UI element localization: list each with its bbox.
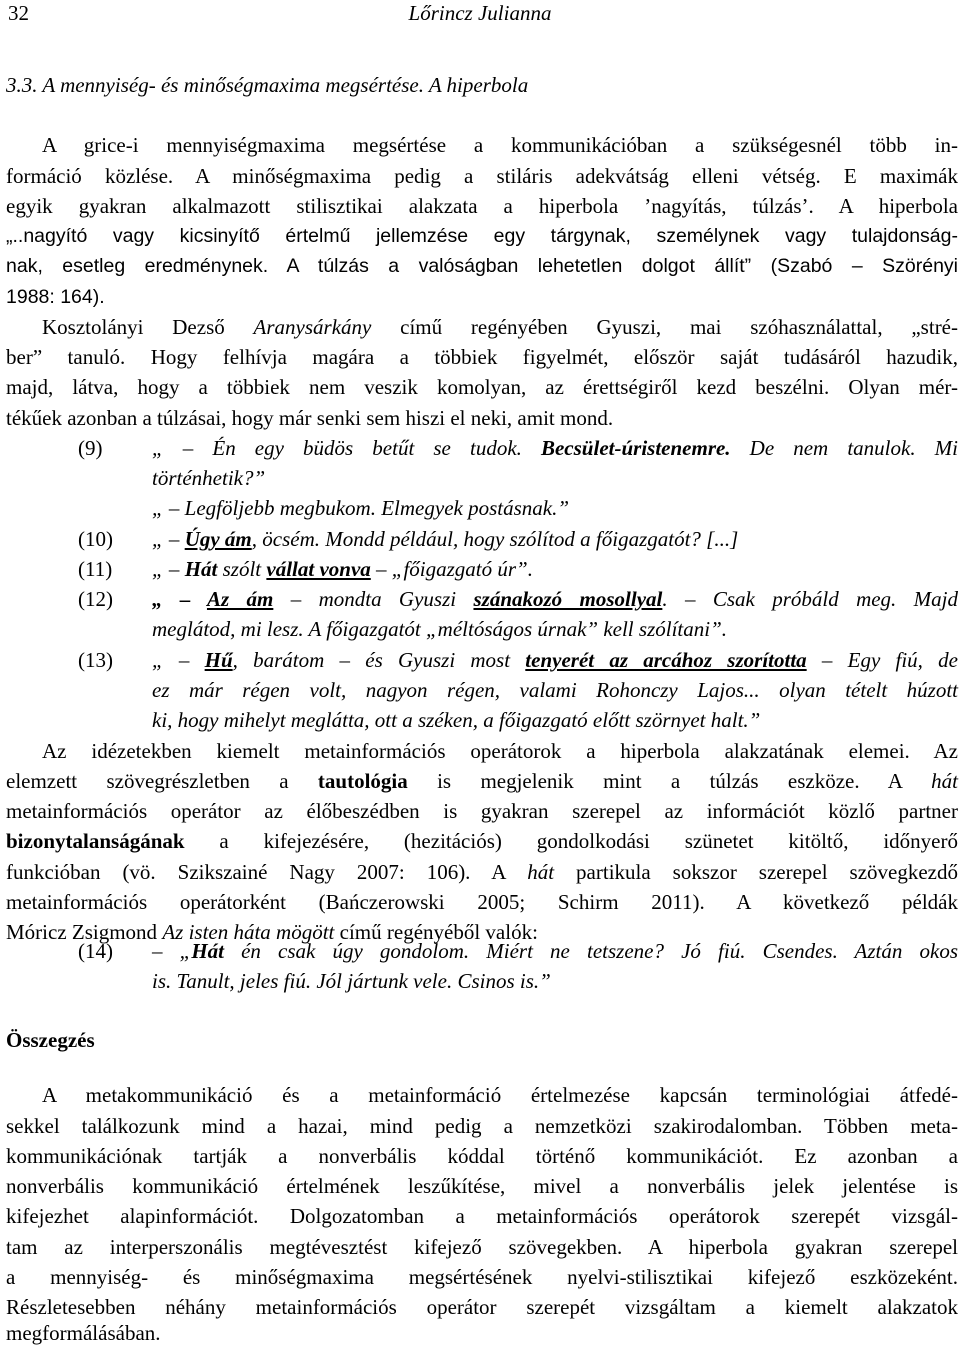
running-header [0, 0, 960, 30]
novel-title-aranysarkany: Aranysárkány [253, 315, 372, 339]
summary-line2: sekkel találkozunk mind a hazai, mind pedig a nemzetközi szakirodalomban. Többen meta- [6, 1114, 958, 1138]
para2-line1: Kosztolányi Dezső Aranysárkány című regényében Gyuszi, mai szóhasználattal, „stré- [42, 315, 958, 339]
example-14-number: (14) [78, 939, 113, 963]
example-13-number: (13) [78, 648, 113, 672]
para1-line3: egyik gyakran alkalmazott stilisztikai alakzata a hiperbola ’nagyítás, túlzás’. A hiperbola [6, 194, 958, 218]
example-14-line1: – „Hát én csak úgy gondolom. Miért ne tetszene? Jó fiú. Csendes. Aztán okos [152, 939, 959, 963]
summary-line7: a mennyiség- és minőségmaxima megsértésének nyelvi-stilisztikai kifejező eszközeként. [6, 1265, 958, 1289]
running-header-author: Lőrincz Julianna [408, 1, 552, 25]
summary-line4: nonverbális kommunikáció értelmének leszűkítése, mivel a nonverbális jelek jelentése is [6, 1174, 958, 1198]
example-10-line1: „ – Úgy ám, öcsém. Mondd például, hogy szólítod a főigazgatót? [...] [152, 527, 739, 551]
para1-line5-quote: nak, esetleg eredménynek. A túlzás a valóságban lehetetlen dolgot állít” (Szabó – Szörényi [6, 255, 958, 277]
example-9-line1: „ – Én egy büdös betűt se tudok. Becsület-úristenemre. De nem tanulok. Mi [152, 436, 958, 460]
para1-line6: 1988: 164). [6, 286, 105, 308]
para1-line4-quote: „..nagyító vagy kicsinyítő értelmű jellemzése egy tárgynak, személynek vagy tulajdonság- [6, 225, 958, 247]
summary-heading: Összegzés [6, 1028, 95, 1052]
example-10-number: (10) [78, 527, 113, 551]
operator-vallat-vonva: vállat vonva [266, 557, 371, 581]
operator-hat: Hát [184, 557, 218, 581]
para1-line2: formáció közlése. A minőségmaxima pedig a stiláris adekvátság elleni vétség. E maximák [6, 164, 958, 188]
example-11-line1: „ – Hát szólt vállat vonva – „főigazgató úr”. [152, 557, 533, 581]
para2-line3: majd, látva, hogy a többiek nem veszik komolyan, az érettségiről kezd beszélni. Olyan mér- [6, 375, 958, 399]
summary-line6: tam az interperszonális megtévesztést kifejező szövegekben. A hiperbola gyakran szerepel [6, 1235, 958, 1259]
para3-line2: elemzett szövegrészletben a tautológia is megjelenik mint a túlzás eszköze. A hát [6, 769, 959, 793]
page-number: 32 [8, 1, 29, 25]
example-9-line3: „ – Legföljebb megbukom. Elmegyek postásnak.” [152, 496, 570, 520]
operator-hat-14: Hát [191, 939, 224, 963]
operator-hu: Hű [204, 648, 233, 672]
term-bizonytalansag: bizonytalanságának [6, 829, 185, 853]
para2-line2: ber” tanuló. Hogy felhívja magára a többiek figyelmét, először saját tudásáról hazudik, [6, 345, 958, 369]
operator-az-am: Az ám [206, 587, 274, 611]
term-tautologia: tautológia [317, 769, 408, 793]
example-12-line2: meglátod, mi lesz. A főigazgatót „méltóságos úrnak” kell szólítani”. [152, 617, 728, 641]
para3-line6: metainformációs operátorként (Bańczerowski 2005; Schirm 2011). A következő példák [6, 890, 958, 914]
operator-ugy-am: Úgy ám [184, 527, 252, 551]
summary-line9: megformálásában. [6, 1321, 161, 1345]
para3-line1: Az idézetekben kiemelt metainformációs operátorok a hiperbola alakzatának elemei. Az [42, 739, 958, 763]
example-14-line2: is. Tanult, jeles fiú. Jól jártunk vele. Csinos is.” [152, 969, 551, 993]
operator-szanakozo-mosollyal: szánakozó mosollyal [473, 587, 663, 611]
operator-tenyeret-az-arcahoz: tenyerét az arcához szorította [525, 648, 807, 672]
para3-line7: Móricz Zsigmond Az isten háta mögött című regényéből valók: [6, 920, 538, 944]
para3-line5: funkcióban (vö. Szikszainé Nagy 2007: 106). A hát partikula sokszor szerepel szövegkezdő [6, 860, 958, 884]
example-13-line3: ki, hogy mihelyt meglátta, ott a széken, a főigazgató előtt szörnyet halt.” [152, 708, 761, 732]
summary-line1: A metakommunikáció és a metainformáció értelmezése kapcsán terminológiai átfedé- [42, 1083, 958, 1107]
para2-line4: tékűek azonban a túlzásai, hogy már senki sem hiszi el neki, amit mond. [6, 406, 614, 430]
section-title: 3.3. A mennyiség- és minőségmaxima megsértése. A hiperbola [6, 73, 529, 97]
example-12-line1: „ – Az ám – mondta Gyuszi szánakozó mosollyal. – Csak próbáld meg. Majd [152, 587, 958, 611]
operator-becsulet: Becsület-úristenemre. [540, 436, 731, 460]
example-11-number: (11) [78, 557, 113, 581]
novel-title-az-isten-hata-mogott: Az isten háta mögött [162, 920, 335, 944]
example-13-line1: „ – Hű, barátom – és Gyuszi most tenyerét az arcához szorította – Egy fiú, de [152, 648, 958, 672]
para1-line1: A grice-i mennyiségmaxima megsértése a kommunikációban a szükségesnél több in- [42, 133, 958, 157]
example-9-line2: történhetik?” [152, 466, 266, 490]
example-13-line2: ez már régen volt, nagyon régen, valami Rohonczy Lajos... olyan tételt húzott [152, 678, 958, 702]
example-9-number: (9) [78, 436, 103, 460]
para3-line4: bizonytalanságának a kifejezésére, (hezitációs) gondolkodási szünetet kitöltő, időnyerő [6, 829, 958, 853]
summary-line3: kommunikációnak tartják a nonverbális kóddal történő kommunikációt. Ez azonban a [6, 1144, 958, 1168]
summary-line8: Részletesebben néhány metainformációs operátor szerepét vizsgáltam a kiemelt alakzatok [6, 1295, 958, 1319]
example-12-number: (12) [78, 587, 113, 611]
para3-line3: metainformációs operátor az élőbeszédben is gyakran szerepel az információt közlő partner [6, 799, 958, 823]
summary-line5: kifejezhet alapinformációt. Dolgozatomban a metainformációs operátorok szerepét vizsgál- [6, 1204, 958, 1228]
